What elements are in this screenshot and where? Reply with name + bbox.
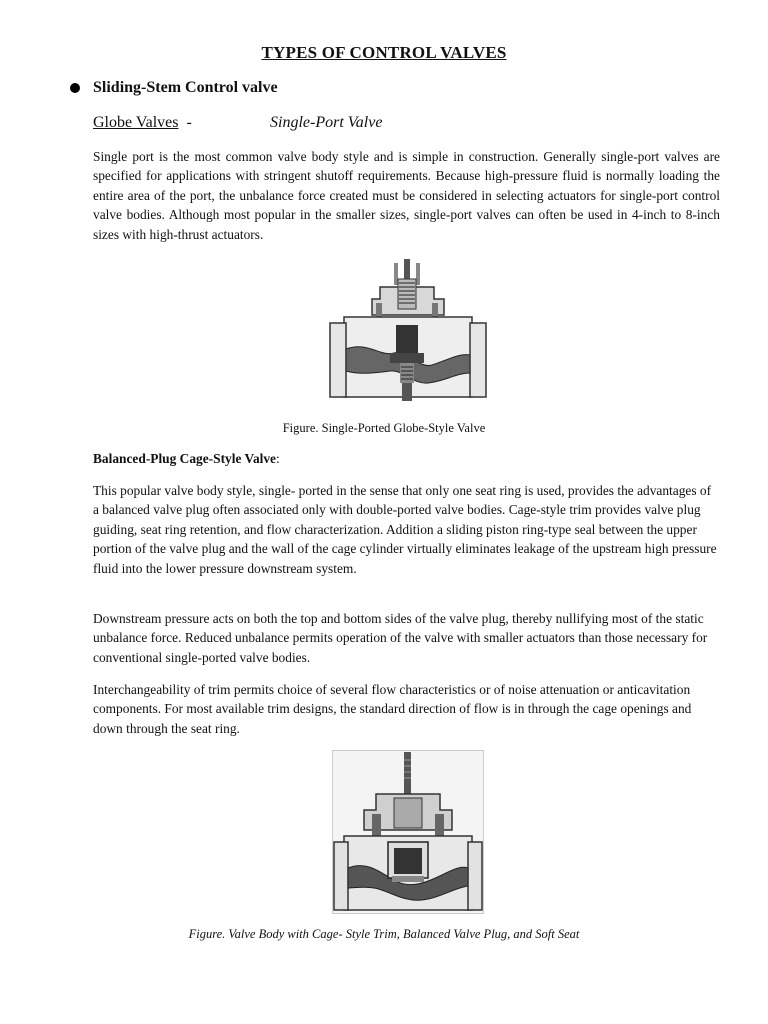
- bullet-icon: [70, 83, 80, 93]
- figure-caption-1: Figure. Single-Ported Globe-Style Valve: [282, 421, 486, 435]
- paragraph-balanced-plug: This popular valve body style, single- ported in the sense that only one seat ring is used, provides the advantages of a balanced valve plug often associated only with double-ported valve bodies. Cage-style trim provides valve plug guiding, seat ring retention, and flow characterization. Addition a sliding piston ring-type seal between the upper portion of the valve plug and the wall of the cage cylinder virtually eliminates leakage of the upstream high pressure fluid into the lower pressure downstream system.: [93, 483, 717, 576]
- figure-cage-style-valve: [332, 750, 484, 914]
- balanced-plug-heading-text: Balanced-Plug Cage-Style Valve: [93, 451, 277, 466]
- balanced-plug-heading: [93, 451, 280, 467]
- figure-single-port-valve: [328, 257, 488, 405]
- subsection-label: Globe Valves: [93, 114, 179, 131]
- subsection-type: Single-Port Valve: [270, 114, 383, 131]
- subsection-dash: -: [186, 114, 192, 131]
- page-title: TYPES OF CONTROL VALVES: [261, 43, 507, 62]
- paragraph-single-port: Single port is the most common valve body style and is simple in construction. Generally single-port valves are specified for applications with stringent shutoff requirements. Because high-pressure fluid is normally loading the entire area of the port, the unbalance force created must be considered in selecting actuators for single-port control valve bodies. Although most popular in the smaller sizes, single-port valves can often be used in 4-inch to 8-inch sizes with high-thrust actuators.: [93, 149, 720, 242]
- subsection-heading: [93, 114, 383, 132]
- section-heading-row: [70, 79, 278, 97]
- paragraph-downstream-pressure: Downstream pressure acts on both the top and bottom sides of the valve plug, thereby nullifying most of the static unbalance force. Reduced unbalance permits operation of the valve with smaller actuators than those necessary for conventional single-ported valve bodies.: [93, 611, 708, 665]
- figure-caption-2: Figure. Valve Body with Cage- Style Trim, Balanced Valve Plug, and Soft Seat: [188, 927, 580, 941]
- section-heading: Sliding-Stem Control valve: [93, 79, 278, 96]
- paragraph-interchangeability: Interchangeability of trim permits choice of several flow characteristics or of noise attenuation or anticavitation components. For most available trim designs, the standard direction of flow is in through the cage openings and down through the seat ring.: [93, 682, 692, 736]
- balanced-plug-heading-colon: :: [276, 451, 280, 466]
